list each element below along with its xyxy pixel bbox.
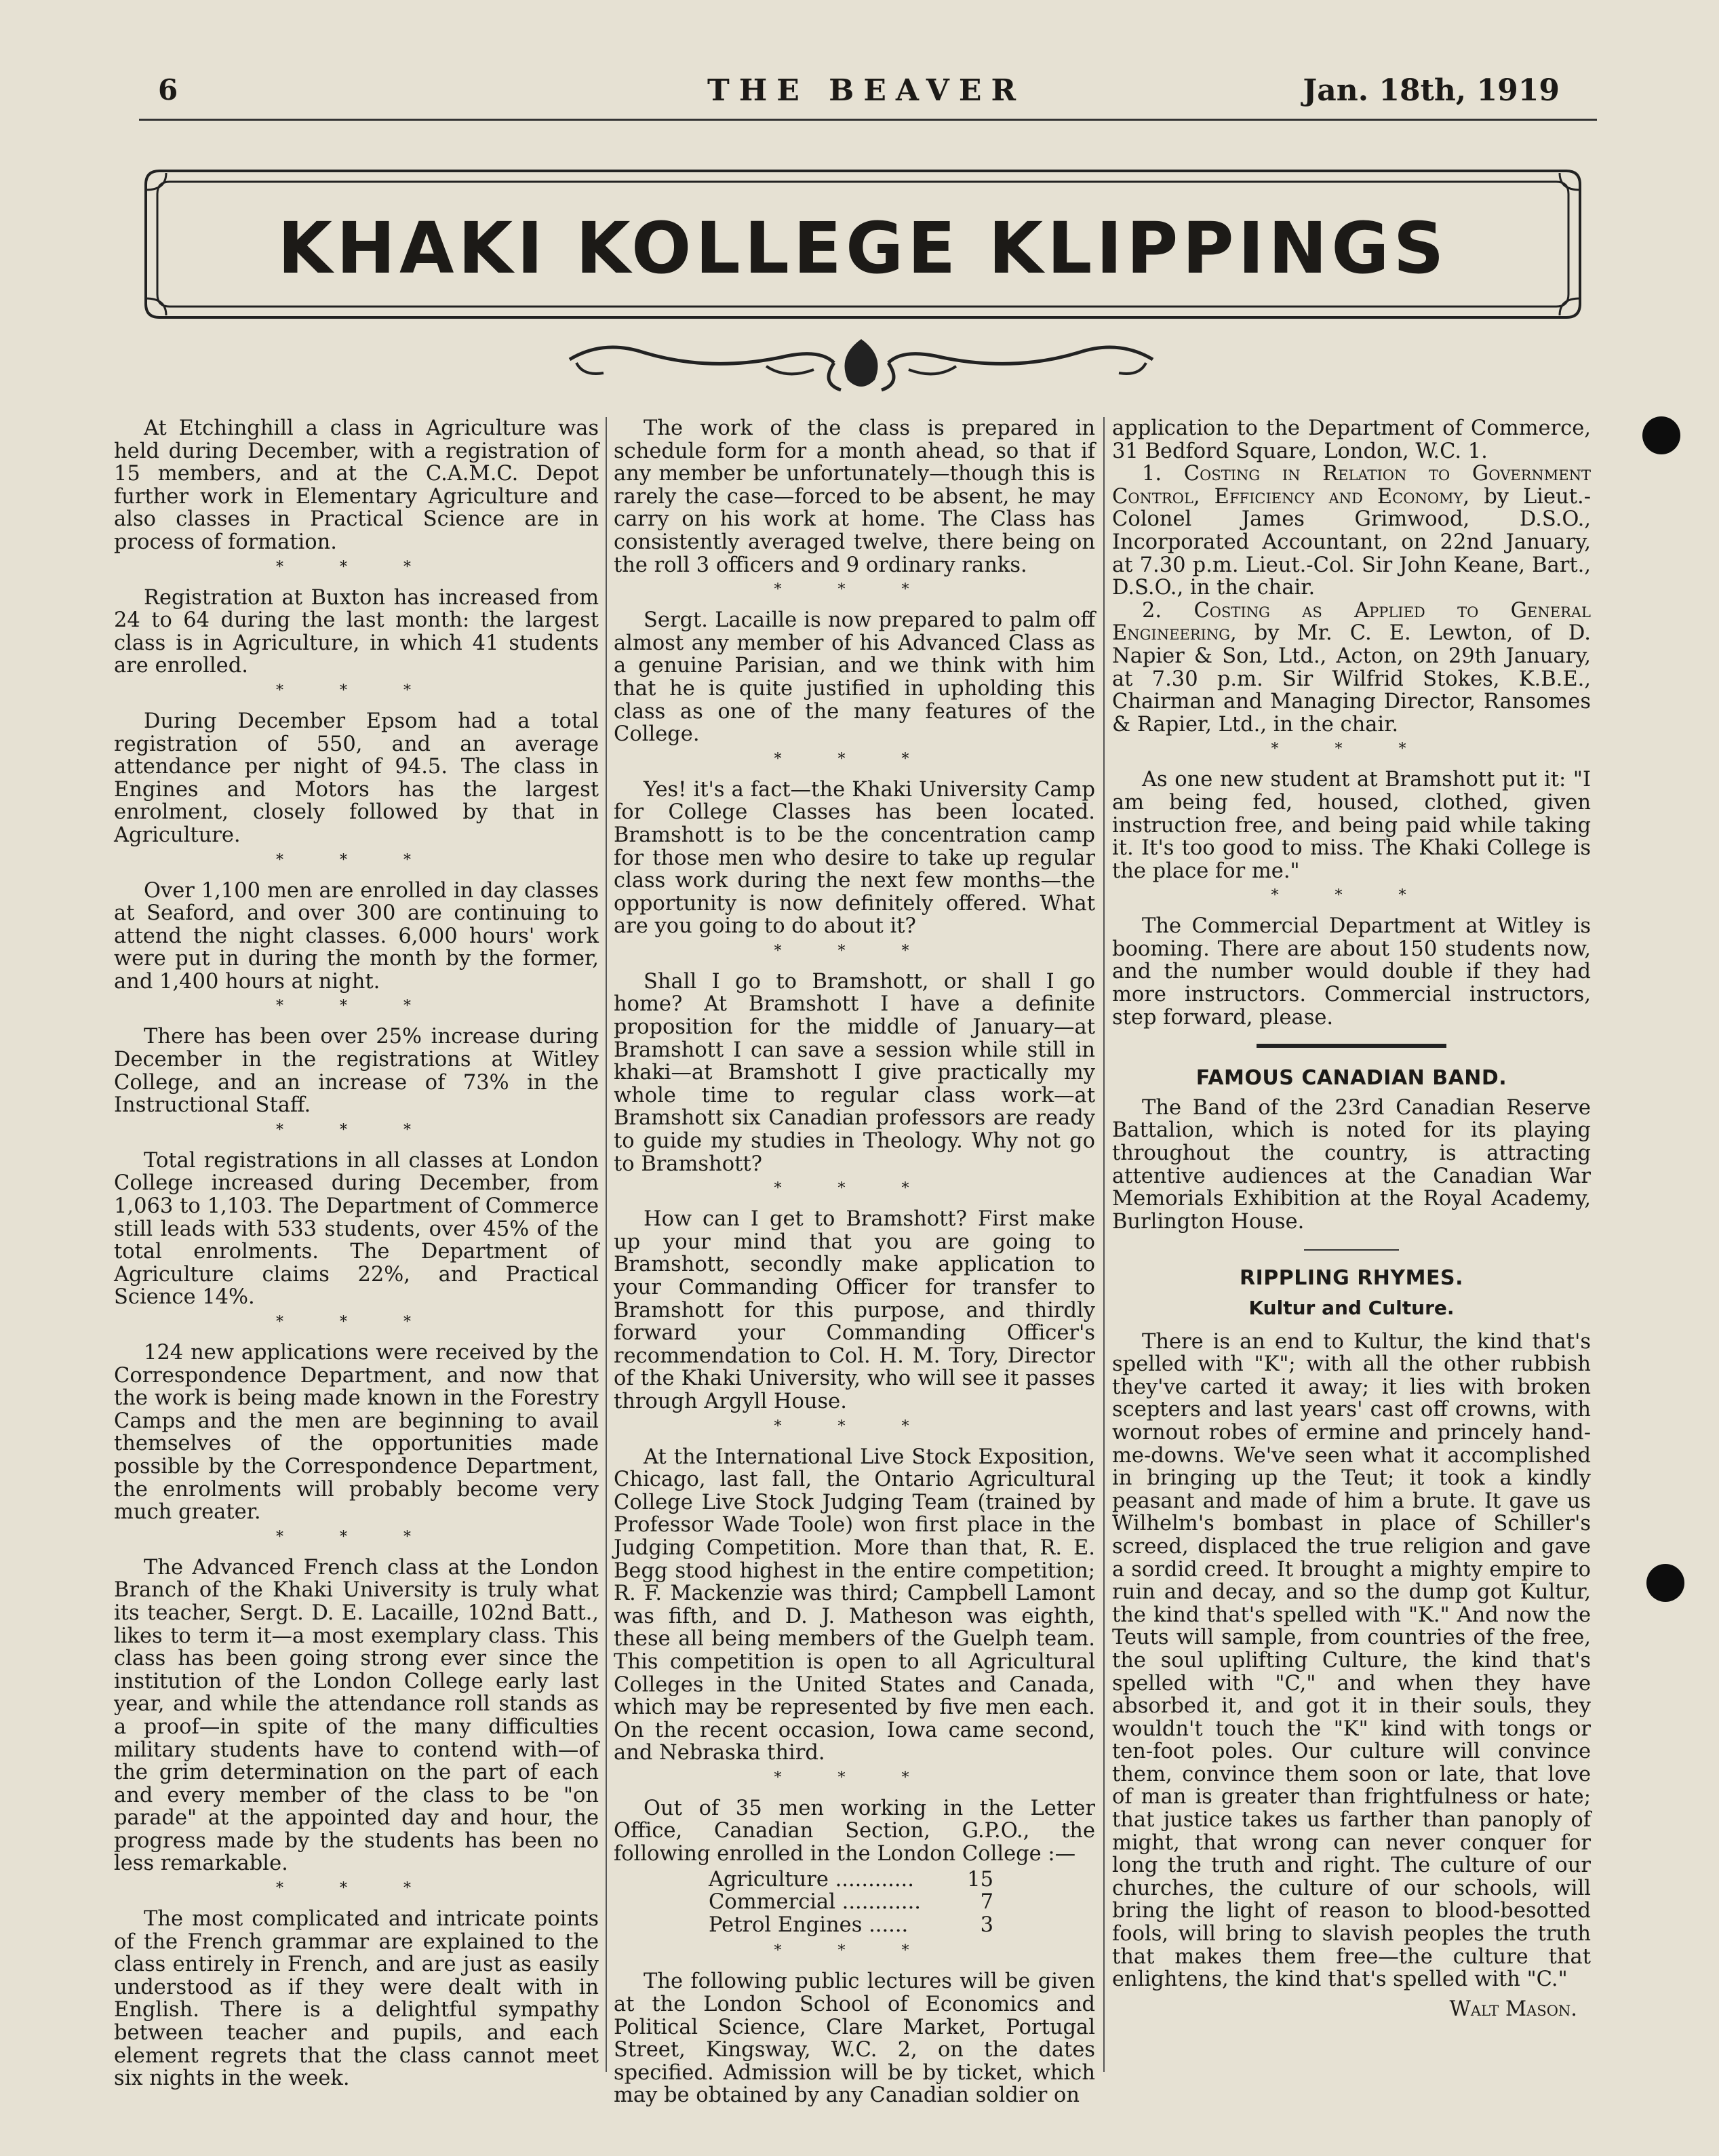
paragraph: Registration at Buxton has increased from 24 to 64 during the last month: the largest class is in Agriculture, in which 41 students are enrolled. xyxy=(114,585,599,678)
table-row xyxy=(709,1891,993,1914)
paragraph: The Advanced French class at the London Branch of the Khaki University is truly what its teacher, Sergt. D. E. Lacaille, 102nd Batt., likes to term it—a most exemplary class. This class has been going strong ever since the institution of the London College early last year, and while the attendance roll stands as a proof—in spite of the many difficulties military students have to contend with—of the grim determination on the part of each and every member of the class to be "on parade" at the appointed day and hour, the progress made by the students has been no less remarkable. xyxy=(114,1555,599,1876)
paragraph: The most complicated and intricate points of the French grammar are explained to the class entirely in French, and are just as easily understood as if they were dealt with in English. There is a delightful sympathy between teacher and pupils, and each element regrets that the class cannot meet six nights in the week. xyxy=(114,1907,599,2091)
asterism: * * * xyxy=(276,1528,437,1546)
asterism: * * * xyxy=(276,1121,437,1139)
asterism: * * * xyxy=(276,558,437,576)
table-cell-label: Petrol Engines ...... xyxy=(709,1913,909,1937)
table-row xyxy=(709,1914,993,1937)
publication-title: THE BEAVER xyxy=(707,73,1026,108)
punch-hole xyxy=(1646,1564,1684,1602)
article-heading: FAMOUS CANADIAN BAND. xyxy=(1196,1066,1507,1091)
asterism: * * * xyxy=(774,1180,935,1198)
asterism: * * * xyxy=(774,750,935,768)
article-heading: RIPPLING RHYMES. xyxy=(1240,1266,1463,1291)
paragraph: Yes! it's a fact—the Khaki University Camp for College Classes has been located. Bramshott is to be the concentration camp for those men who desire to take up regular class work during the next few months—the opportunity is now definitely offered. What are you going to do about it? xyxy=(614,777,1095,939)
paragraph: There has been over 25% increase during December in the registrations at Witley College, and an increase of 73% in the Instructional Staff. xyxy=(114,1025,599,1118)
table-cell-value: 3 xyxy=(980,1913,993,1937)
paragraph: As one new student at Bramshott put it: "I am being fed, housed, clothed, given instruction free, and being paid while taking it. It's too good to miss. The Khaki College is the place for me." xyxy=(1112,768,1591,883)
lecture-number: 1. xyxy=(1142,462,1162,486)
banner-title: KHAKI KOLLEGE KLIPPINGS xyxy=(277,207,1448,290)
paragraph: At the International Live Stock Exposition, Chicago, last fall, the Ontario Agricultural College Live Stock Judging Team (trained by Professor Wade Toole) won first place in the Judging Competition. More than that, R. E. Begg stood highest in the entire competition; R. F. Mackenzie was third; Campbell Lamont was fifth, and D. J. Matheson was eighth, these all being members of the Guelph team. This competition is open to all Agricultural Colleges in the United States and Canada, which may be represented by five men each. On the recent occasion, Iowa came second, and Nebraska third. xyxy=(614,1445,1095,1765)
asterism: * * * xyxy=(276,851,437,869)
table-cell-value: 15 xyxy=(967,1867,993,1892)
author-signature: Walt Mason. xyxy=(1449,1997,1577,2021)
paragraph: During December Epsom had a total registration of 550, and an average attendance per night of 94.5. The class in Engines and Motors has the largest enrolment, closely followed by that in Agriculture. xyxy=(114,709,599,847)
paragraph: At Etchinghill a class in Agriculture was held during December, with a registration of 15 members, and at the C.A.M.C. Depot further work in Elementary Agriculture and also classes in Practical Science are in process of formation. xyxy=(114,416,599,554)
column-rule-2 xyxy=(1103,417,1105,2072)
asterism: * * * xyxy=(276,1314,437,1331)
paragraph: 124 new applications were received by the Correspondence Department, and now that the work is being made known in the Forestry Camps and the men are beginning to avail themselves of the opportunities made possible by the Correspondence Department, the enrolments will probably become very much greater. xyxy=(114,1341,599,1525)
asterism: * * * xyxy=(774,581,935,599)
table-row xyxy=(709,1868,993,1892)
paragraph: Out of 35 men working in the Letter Office, Canadian Section, G.P.O., the following enrolled in the London College :— xyxy=(614,1796,1095,1866)
header-rule xyxy=(139,119,1597,121)
paragraph: How can I get to Bramshott? First make up your mind that you are going to Bramshott, secondly make application to your Commanding Officer for transfer to Bramshott for this purpose, and thirdly forward your Commanding Officer's recommendation to Col. H. M. Tory, Director of the Khaki University, who will see it passes through Argyll House. xyxy=(614,1207,1095,1413)
table-cell-label: Commercial ............ xyxy=(709,1890,921,1915)
lecture-item xyxy=(1112,600,1591,737)
asterism: * * * xyxy=(276,1880,437,1898)
paragraph: The Commercial Department at Witley is booming. There are about 150 students now, and the number would double if they had more instructors. Commercial instructors, step forward, please. xyxy=(1112,914,1591,1030)
lecture-item xyxy=(1112,463,1591,600)
paragraph: Over 1,100 men are enrolled in day classes at Seaford, and over 300 are continuing to attend the night classes. 6,000 hours' work were put in during the month by the former, and 1,400 hours at night. xyxy=(114,878,599,994)
paragraph: application to the Department of Commerce, 31 Bedford Square, London, W.C. 1. xyxy=(1112,416,1591,463)
page-number: 6 xyxy=(158,73,178,106)
paragraph: Sergt. Lacaille is now prepared to palm off almost any member of his Advanced Class as a genuine Parisian, and we think with him that he is quite justified in upholding this class as one of the many features of the College. xyxy=(614,608,1095,747)
lecture-title: Costing as Applied to General Engineering, xyxy=(1112,598,1591,646)
asterism: * * * xyxy=(1271,887,1432,905)
asterism: * * * xyxy=(276,682,437,699)
section-divider xyxy=(1304,1249,1399,1251)
column-3 xyxy=(1112,417,1591,2020)
column-2 xyxy=(614,417,1095,2107)
table-cell-label: Agriculture ............ xyxy=(709,1867,914,1892)
table-cell-value: 7 xyxy=(980,1890,993,1915)
column-rule-1 xyxy=(606,417,607,2072)
asterism: * * * xyxy=(774,942,935,960)
paragraph: Shall I go to Bramshott, or shall I go home? At Bramshott I have a definite proposition for the middle of January—at Bramshott I can save a session while still in khaki—at Bramshott I give practically my whole time to regular class work—at Bramshott six Canadian professors are ready to guide my studies in Theology. Why not go to Bramshott? xyxy=(614,969,1095,1176)
lecture-title: Costing in Relation to Government Control, Efficiency and Economy, xyxy=(1112,462,1591,509)
paragraph: Total registrations in all classes at London College increased during December, from 1,063 to 1,103. The Department of Commerce still leads with 533 students, over 45% of the total enrolments. The Department of Agriculture claims 22%, and Practical Science 14%. xyxy=(114,1148,599,1310)
enrolment-table xyxy=(709,1868,1095,1937)
asterism: * * * xyxy=(774,1417,935,1435)
article-subheading: Kultur and Culture. xyxy=(1248,1297,1455,1319)
asterism: * * * xyxy=(276,998,437,1015)
asterism: * * * xyxy=(774,1769,935,1786)
running-header xyxy=(146,68,1587,115)
asterism: * * * xyxy=(774,1942,935,1960)
lecture-details: by Mr. C. E. Lewton, of D. Napier & Son, Ltd., Acton, on 29th January, at 7.30 p.m. Sir Wilfrid Stokes, K.B.E., Chairman and Managing Director, Ransomes & Rapier, Ltd., in the chair. xyxy=(1112,621,1591,737)
paragraph: The work of the class is prepared in schedule form for a month ahead, so that if any member be unfortunately—though this is rarely the case—forced to be absent, he may carry on his work at home. The Class has consistently averaged twelve, there being on the roll 3 officers and 9 ordinary ranks. xyxy=(614,416,1095,577)
lecture-number: 2. xyxy=(1142,598,1162,623)
asterism: * * * xyxy=(1271,741,1432,758)
ornamental-flourish xyxy=(563,326,1160,400)
column-1 xyxy=(114,417,599,2090)
section-divider xyxy=(1257,1044,1446,1048)
poem-text: There is an end to Kultur, the kind that's spelled with "K"; with all the other rubbish they've carted it away; it lies with broken scepters and last years' cast off crowns, with wornout robes of ermine and princely hand-me-downs. We've seen what it accomplished in bringing up the Teut; it took a kindly peasant and made of him a brute. It gave us Wilhelm's bombast in place of Schiller's screed, displaced the true religion and gave a sordid creed. It brought a mighty empire to ruin and decay, and so the dump got Kultur, the kind that's spelled with "K." And now the Teuts will sample, from countries of the free, the soul uplifting Culture, the kind that's spelled with "C," and when they have absorbed it, and got it in their souls, they wouldn't touch the "K" kind with tongs or ten-foot poles. Our culture will convince them, convince them soon or late, that love of man is greater than frightfulness or hate; that justice takes us farther than panoply of might, that wrong can never conquer for long the truth and right. The culture of our churches, the culture of our schools, will bring the light of reason to blood-besotted fools, will bring to slavish peoples the truth that makes them free—the culture that enlightens, the kind that's spelled with "C." xyxy=(1112,1329,1591,1992)
paragraph: The Band of the 23rd Canadian Reserve Battalion, which is noted for its playing throughout the country, is attracting attentive audiences at the Canadian War Memorials Exhibition at the Royal Academy, Burlington House. xyxy=(1112,1095,1591,1234)
punch-hole xyxy=(1642,416,1680,454)
lecture-details: by Lieut.-Colonel James Grimwood, D.S.O., Incorporated Accountant, on 22nd January, at 7.30 p.m. Lieut.-Col. Sir John Keane, Bart., D.S.O., in the chair. xyxy=(1112,484,1591,600)
issue-date: Jan. 18th, 1919 xyxy=(1303,73,1560,108)
section-banner xyxy=(139,163,1587,326)
paragraph: The following public lectures will be given at the London School of Economics and Political Science, Clare Market, Portugal Street, Kingsway, W.C. 2, on the dates specified. Admission will be by ticket, which may be obtained by any Canadian soldier on xyxy=(614,1969,1095,2108)
